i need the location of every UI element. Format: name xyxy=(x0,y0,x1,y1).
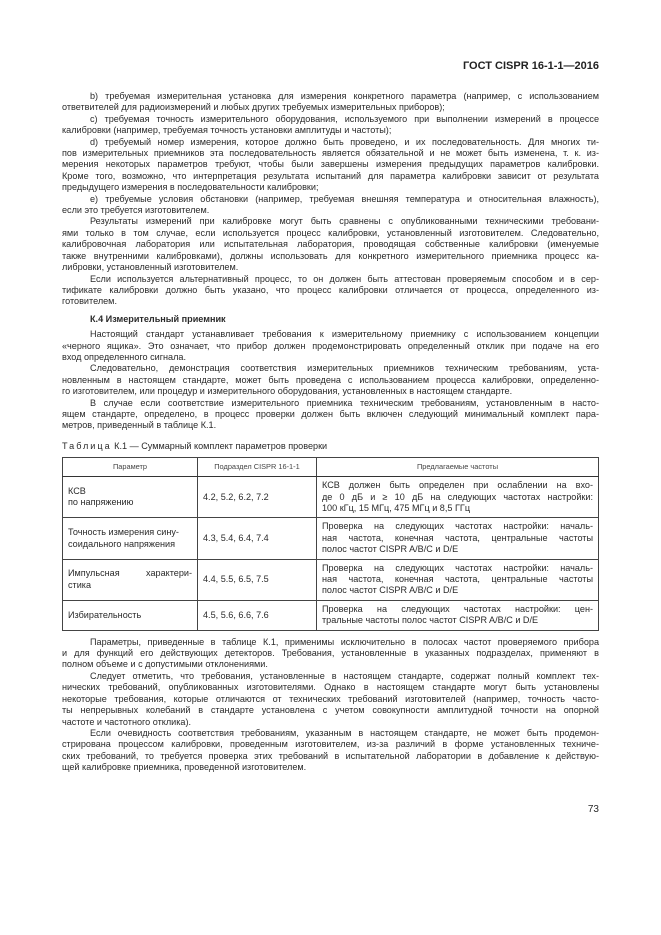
text-line: калибровки (например, требуемая точность установки амплитуды и частоты); xyxy=(62,125,392,136)
text-line: полном объеме и с допустимыми отклонениями. xyxy=(62,659,268,670)
text-line: КСВ должен быть определен при ослаблении на вхо- xyxy=(322,480,593,491)
table-caption xyxy=(62,441,599,452)
text-line: ная частота, конечная частота, центральные частоты xyxy=(322,532,593,543)
cell-subsection: 4.2, 5.2, 6.2, 7.2 xyxy=(198,477,317,518)
cell-parameter xyxy=(63,518,198,559)
text-line: стика xyxy=(68,579,92,590)
text-line: 100 кГц, 15 МГц, 475 МГц и 8,5 ГГц xyxy=(322,503,471,513)
text-line: пов измерительных приемников эта последовательность является обязательной и не может быть изменена, т. к. из- xyxy=(62,148,599,159)
text-line: Если очевидность соответствия требованиям, указанным в настоящем стандарте, не может быть продемон- xyxy=(90,727,599,738)
text-line: Кроме того, возможно, что интерпретация результата испытаний для параметра калибровки зависит от результата xyxy=(62,170,599,181)
text-line: либровки, установленный изготовителем. xyxy=(62,262,239,273)
page-number: 73 xyxy=(587,803,599,815)
table-row xyxy=(63,559,599,600)
paragraph xyxy=(62,274,599,308)
column-header: Предлагаемые частоты xyxy=(317,458,599,477)
table-caption-label: Таблица xyxy=(62,440,112,451)
cell-parameter xyxy=(63,600,198,630)
text-line: Точность измерения сину- xyxy=(68,527,179,538)
document-header: ГОСТ CISPR 16-1-1—2016 xyxy=(462,60,599,72)
text-line: Результаты измерений при калибровке могут быть сравнены с опубликованными техническими требовани- xyxy=(90,216,599,227)
table-row xyxy=(63,600,599,630)
text-line: некоторые требования, которые отличаются от технических требований изготовителей (например, точность часто- xyxy=(62,693,599,704)
paragraph xyxy=(62,329,599,363)
text-line: Проверка на следующих частотах настройки: цен- xyxy=(322,603,593,614)
text-line: го изготовителем, или процедур и измерительного оборудования, установленных в настоящем стандарте. xyxy=(62,386,513,397)
text-line: нических требований, опубликованных изготовителями. Однако в настоящем стандарте могут быть установлены xyxy=(62,682,599,693)
text-line: Проверка на следующих частотах настройки: началь- xyxy=(322,521,593,532)
cell-frequencies xyxy=(317,600,599,630)
text-line: КСВ xyxy=(68,485,86,496)
text-line: стрирована процессом калибровки, проведенным изготовителем, из-за различий в форме установленных техниче- xyxy=(62,739,599,750)
paragraph xyxy=(62,216,599,273)
table-row xyxy=(63,477,599,518)
text-line: ских требований, то требуется проверка этих требований в испытательной лаборатории в добавление к действую- xyxy=(62,750,599,761)
text-line: и для функций его действующих детекторов. Требования, установленные в указанных подразделах, применяют в xyxy=(62,648,599,659)
paragraph xyxy=(62,363,599,397)
text-line: соидального напряжения xyxy=(68,538,176,549)
text-line: Если используется альтернативный процесс, то он должен быть аттестован проверяемым способом и в сер- xyxy=(90,273,599,284)
text-line: тификате калибровки должно быть указано, что процесс калибровки отличается от процесса, определенного из- xyxy=(62,284,599,295)
document-page xyxy=(62,0,599,836)
paragraph xyxy=(62,637,599,671)
paragraph xyxy=(62,398,599,432)
text-block-1 xyxy=(62,91,599,308)
cell-frequencies xyxy=(317,518,599,559)
text-line: частоте и частотного отклика). xyxy=(62,716,192,727)
text-line: b) требуемая измерительная установка для измерения конкретного параметра (например, с использованием xyxy=(90,91,599,101)
table-caption-text: К.1 — Суммарный комплект параметров проверки xyxy=(111,440,328,451)
text-line: щей калибровке приемника, проведенной изготовителем. xyxy=(62,762,307,773)
text-line: Следовательно, демонстрация соответствия измерительных приемников техническим требованиям, уста- xyxy=(90,363,599,374)
cell-subsection: 4.4, 5.5, 6.5, 7.5 xyxy=(198,559,317,600)
text-line: В случае если соответствие измерительного приемника техническим требованиям, установленным в насто- xyxy=(90,397,599,408)
text-line: калибровочная лаборатория или испытательная лаборатория, проводящая собственные калибровки (именуемые xyxy=(62,239,599,250)
cell-frequencies xyxy=(317,559,599,600)
text-line: метров, приведенный в таблице К.1. xyxy=(62,420,217,431)
column-header: Подраздел CISPR 16-1-1 xyxy=(198,458,317,477)
section-heading: К.4 Измерительный приемник xyxy=(90,313,226,324)
text-block-3 xyxy=(62,637,599,774)
text-line: тральные частоты полос частот CISPR A/B/C и D/E xyxy=(322,615,539,626)
paragraph xyxy=(62,671,599,728)
paragraph xyxy=(62,728,599,774)
text-line: Параметры, приведенные в таблице К.1, применимы исключительно в полосах частот проверяемого прибора xyxy=(90,636,599,647)
text-line: полос частот CISPR A/B/C и D/E xyxy=(322,585,459,596)
text-line: ная частота, конечная частота, центральные частоты xyxy=(322,574,593,585)
text-line: c) требуемая точность измерительного оборудования, используемого при выполнении измерений в процессе xyxy=(90,113,599,124)
text-line: Избирательность xyxy=(68,609,142,620)
text-line: Импульсная характери- xyxy=(68,568,192,579)
text-line: предыдущего измерения в последовательности калибровки; xyxy=(62,182,319,193)
text-block-2 xyxy=(62,314,599,452)
cell-parameter xyxy=(63,559,198,600)
text-line: ящем стандарте, определено, в процесс проверки должен быть включен следующий минимальный комплект пара- xyxy=(62,408,599,419)
column-header: Параметр xyxy=(63,458,198,477)
parameters-table xyxy=(62,457,599,630)
text-line: d) требуемый номер измерения, которое должно быть проведено, и их последовательность. Для многих ти- xyxy=(90,136,599,147)
text-line: Следует отметить, что требования, установленные в настоящем стандарте, содержат полный комплект тех- xyxy=(90,670,599,681)
text-line: «черного ящика». Это означает, что прибор должен продемонстрировать определенный отклик при подаче на его xyxy=(62,340,599,351)
cell-subsection: 4.3, 5.4, 6.4, 7.4 xyxy=(198,518,317,559)
text-line: ответвителей для радиоизмерений и любых других требуемых измерительных приборов); xyxy=(62,102,445,113)
text-line: если это требуется изготовителем. xyxy=(62,205,210,216)
text-line: Настоящий стандарт устанавливает требования к измерительному приемнику с использованием концепции xyxy=(90,329,599,340)
paragraph xyxy=(62,91,599,114)
text-line: e) требуемые условия обстановки (например, требуемая внешняя температура и относительная влажность), xyxy=(90,193,599,204)
paragraph xyxy=(62,137,599,194)
cell-parameter xyxy=(63,477,198,518)
text-line: по напряжению xyxy=(68,497,134,508)
paragraph xyxy=(62,194,599,217)
paragraph xyxy=(62,114,599,137)
text-line: ты непрерывных колебаний в стандарте установлена с учетом совокупности амплитудной точности на опорной xyxy=(62,705,599,716)
text-line: полос частот CISPR A/B/C и D/E xyxy=(322,544,459,555)
text-line: ями только в том случае, если используется процесс калибровки, установленный изготовителем. Следовательно, xyxy=(62,227,599,238)
text-line: вход определенного сигнала. xyxy=(62,351,187,362)
text-line: готовителем. xyxy=(62,296,117,307)
text-line: новленным в настоящем стандарте, может быть проведена с использованием процесса калибровки, определенно- xyxy=(62,374,599,385)
cell-frequencies xyxy=(317,477,599,518)
cell-subsection: 4.5, 5.6, 6.6, 7.6 xyxy=(198,600,317,630)
text-line: также внутренними калибровками), должны использовать для конкретного измерительного приемника процесс ка- xyxy=(62,250,599,261)
text-line: де 0 дБ и ≥ 10 дБ на следующих частотах настройки: xyxy=(322,491,593,502)
text-line: Проверка на следующих частотах настройки: началь- xyxy=(322,562,593,573)
text-line: мерения некоторых параметров требуют, чтобы были завершены измерения предыдущих параметров калибровки. xyxy=(62,159,599,170)
table-row xyxy=(63,518,599,559)
